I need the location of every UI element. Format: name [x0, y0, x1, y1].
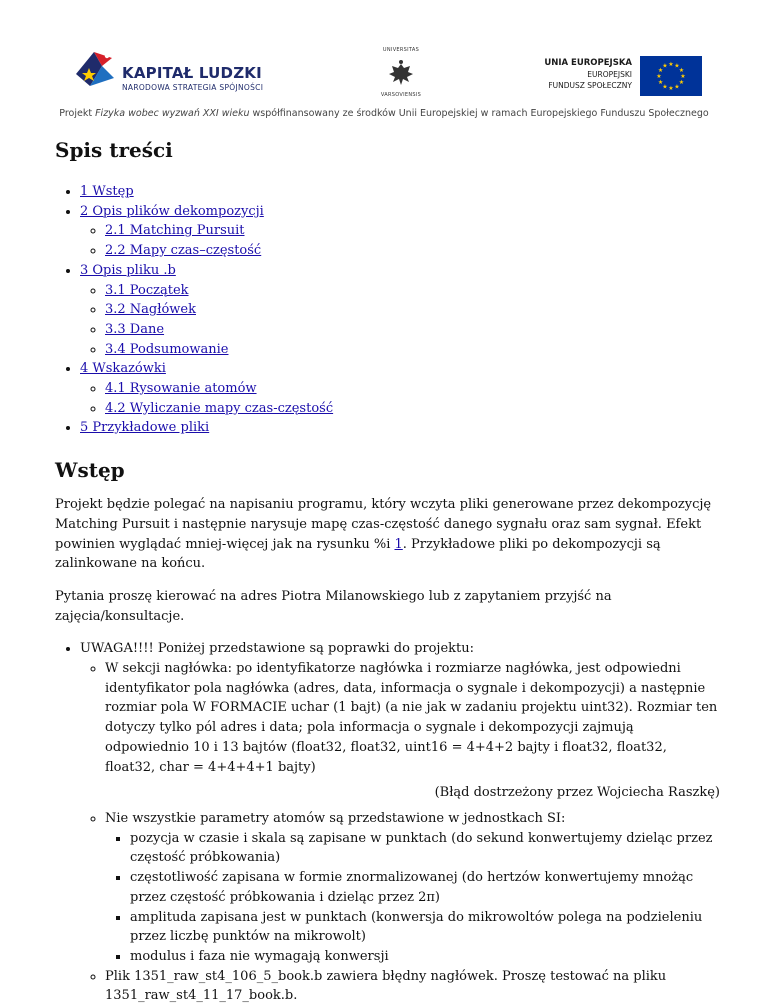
toc-subitem [105, 399, 720, 419]
toc-link-naglowek[interactable]: 3.2 Nagłówek [105, 302, 196, 318]
eu-star-icon: ★ [656, 73, 662, 80]
toc-item [80, 418, 720, 438]
main-content [55, 138, 720, 1006]
eu-flag-icon [640, 56, 702, 96]
eu-star-icon: ★ [657, 67, 664, 74]
header-fix-item [105, 659, 720, 803]
university-name-bottom: VARSOVIENSIS [380, 92, 422, 98]
toc-link-wstep[interactable]: 1 Wstęp [80, 184, 134, 199]
si-unit-detail: ▪ częstotliwość zapisana w formie znormalizowanej (do hertzów konwertujemy mnożąc przez częstość próbkowania i dzieląc przez 2π) [130, 868, 720, 907]
intro-paragraph [55, 495, 720, 574]
toc-link-wskazowki[interactable]: 4 Wskazówki [80, 361, 166, 377]
warning-item [80, 639, 720, 1006]
eu-star-icon: ★ [657, 79, 664, 86]
intro-text-start: Projekt będzie polegać na napisaniu programu, który wczyta pliki generowane przez dekompozycję Matching Pursuit i następnie narysuje mapę czas-częstość danego sygnału oraz sam sygnał. Efekt powinien wyglądać mniej-więcej jak na rysunku %i [55, 497, 712, 552]
intro-text-end: . Przykładowe pliki po dekompozycji są zalinkowane na końcu. [55, 536, 661, 572]
eu-fund-line1: EUROPEJSKI [587, 70, 632, 79]
si-units-intro: Nie wszystkie parametry atomów są przedstawione w jednostkach SI: [105, 810, 566, 826]
eu-star-icon: ★ [662, 83, 668, 91]
header-fix-text: W sekcji nagłówka: po identyfikatorze nagłówka i rozmiarze nagłówka, jest odpowiedni identyfikator pola nagłówka (adres, data, informacja o sygnale i dekompozycji) a następnie rozmiar pola W FORMACIE uchar (1 bajt) (a nie jak w zadaniu projektu uint32). Rozmiar ten dotyczy tylko pól adres i data; pola informacja o sygnale i dekompozycji zajmują odpowiednio 10 i 13 bajtów (float32, float32, uint16 = 4+4+2 bajty i float32, float32, float32, char = 4+4+4+1 bajty) [105, 661, 718, 775]
toc-item [80, 261, 720, 360]
toc-link-przykladowe-pliki[interactable]: 5 Przykładowe pliki [80, 420, 210, 436]
university-eagle-seal-icon [378, 50, 424, 96]
toc-subitem [105, 379, 720, 399]
university-name-top: UNIVERSITAS [382, 47, 420, 53]
eu-star-icon: ★ [668, 61, 674, 68]
toc-link-opis-plikow[interactable]: 2 Opis plików dekompozycji [80, 203, 264, 219]
si-unit-detail: ▪ pozycja w czasie i skala są zapisane w punktach (do sekund konwertujemy dzieląc przez częstość próbkowania) [130, 829, 720, 868]
eu-star-icon: ★ [662, 62, 668, 70]
toc-subitem [105, 221, 720, 241]
eu-star-icon: ★ [674, 62, 680, 70]
eu-star-icon: ★ [674, 83, 680, 91]
toc-subitem [105, 300, 720, 320]
toc-link-matching-pursuit[interactable]: 2.1 Matching Pursuit [105, 223, 245, 239]
toc-link-mapy-czas-czestosc[interactable]: 2.2 Mapy czas–częstość [105, 243, 262, 259]
si-unit-detail: ▪ modulus i faza nie wymagają konwersji [130, 947, 720, 967]
toc-link-wyliczanie-mapy[interactable]: 4.2 Wyliczanie mapy czas-częstość [105, 400, 334, 416]
notes-list [55, 639, 720, 1006]
kapital-ludzki-title: KAPITAŁ LUDZKI [122, 64, 262, 82]
toc-subitem [105, 241, 720, 261]
si-units-item [105, 809, 720, 967]
eu-star-icon: ★ [680, 73, 686, 80]
kapital-ludzki-text [122, 64, 263, 92]
project-prefix: Projekt [59, 108, 96, 119]
toc-subitem [105, 320, 720, 340]
toc-title: Spis treści [55, 138, 173, 162]
section-title-wstep: Wstęp [55, 458, 125, 483]
eu-star-icon: ★ [678, 79, 685, 86]
project-funding-line [0, 108, 768, 119]
toc-link-dane[interactable]: 3.3 Dane [105, 321, 165, 337]
figure-link[interactable]: 1 [394, 536, 403, 552]
kapital-ludzki-logo-icon [72, 44, 118, 90]
si-unit-detail: ▪ amplituda zapisana jest w punktach (konwersja do mikrowoltów polega na podzieleniu przez liczbę punktów na mikrowolt) [130, 908, 720, 947]
toc-item [80, 182, 720, 202]
eu-star-icon: ★ [668, 85, 674, 92]
toc-subitem [105, 340, 720, 360]
toc-subitem [105, 281, 720, 301]
project-title: Fizyka wobec wyzwań XXI wieku [95, 108, 250, 119]
credit-note: (Błąd dostrzeżony przez Wojciecha Raszkę) [434, 785, 720, 801]
toc-item [80, 202, 720, 261]
toc-link-rysowanie-atomow[interactable]: 4.1 Rysowanie atomów [105, 381, 257, 397]
file-note-item: ◦ Plik 1351_raw_st4_106_5_book.b zawiera błędny nagłówek. Proszę testować na pliku 1351_raw_st4_11_17_book.b. [105, 967, 720, 1006]
project-suffix: współfinansowany ze środków Unii Europejskiej w ramach Europejskiego Funduszu Społecznego [249, 108, 709, 119]
eu-text [544, 58, 632, 91]
eu-star-icon: ★ [678, 67, 685, 74]
toc-item [80, 359, 720, 418]
toc-link-podsumowanie[interactable]: 3.4 Podsumowanie [105, 341, 229, 357]
header-logos [60, 36, 710, 106]
contact-paragraph: Pytania proszę kierować na adres Piotra Milanowskiego lub z zapytaniem przyjść na zajęcia/konsultacje. [55, 588, 612, 624]
warning-text: UWAGA!!!! Poniżej przedstawione są poprawki do projektu: [80, 641, 475, 657]
toc-link-poczatek[interactable]: 3.1 Początek [105, 282, 189, 298]
toc-link-opis-pliku-b[interactable]: 3 Opis pliku .b [80, 262, 176, 278]
eu-union-label: UNIA EUROPEJSKA [544, 58, 632, 68]
table-of-contents [55, 182, 720, 438]
kapital-ludzki-subtitle: NARODOWA STRATEGIA SPÓJNOŚCI [122, 83, 264, 92]
eu-fund-line2: FUNDUSZ SPOŁECZNY [548, 81, 632, 90]
